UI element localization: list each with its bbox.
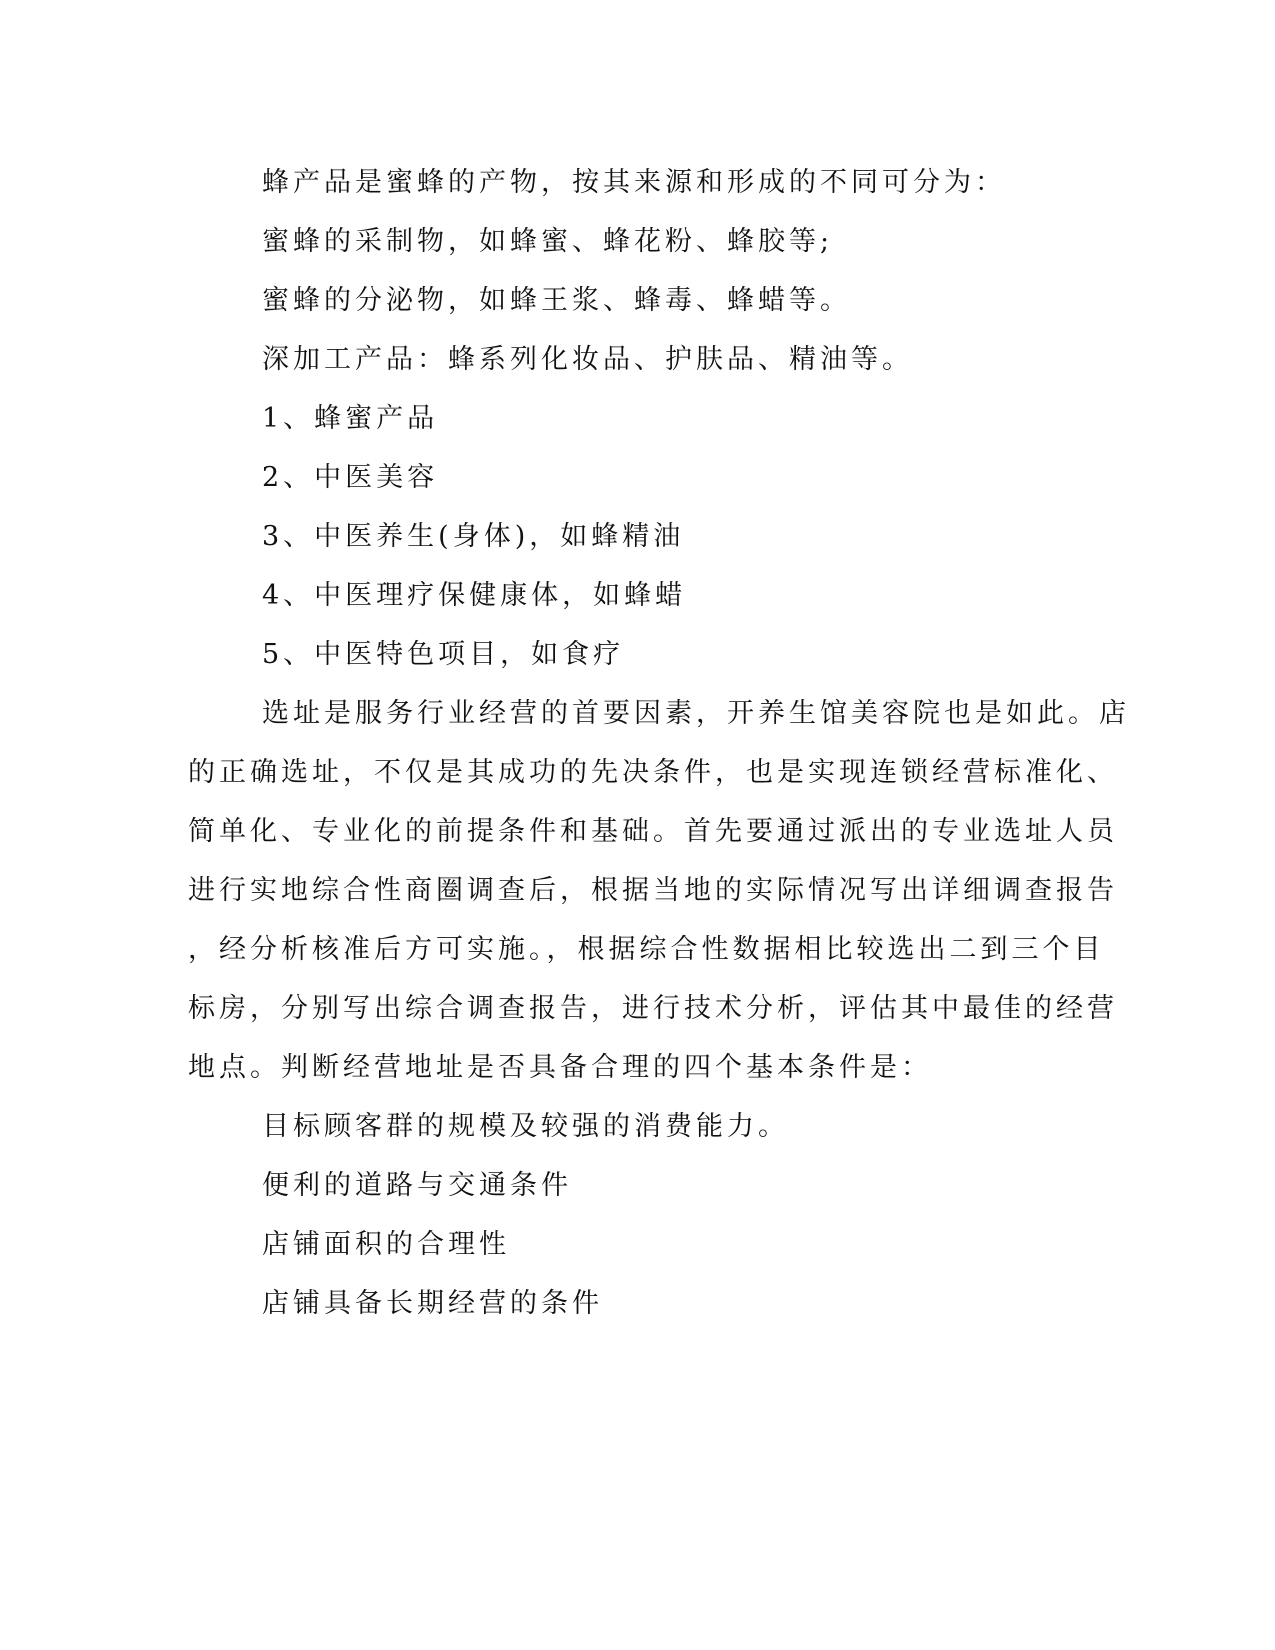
intro-line: 深加工产品：蜂系列化妆品、护肤品、精油等。 (262, 344, 913, 375)
paragraph-line: ，经分析核准后方可实施。，根据综合性数据相比较选出二到三个目 (188, 934, 1105, 965)
list-item: 2、中医美容 (262, 462, 439, 493)
paragraph-line: 进行实地综合性商圈调查后，根据当地的实际情况写出详细调查报告 (188, 875, 1118, 906)
paragraph-line: 选址是服务行业经营的首要因素，开养生馆美容院也是如此。店 (262, 698, 1130, 729)
paragraph-line: 标房，分别写出综合调查报告，进行技术分析，评估其中最佳的经营 (188, 993, 1118, 1024)
condition-item: 店铺具备长期经营的条件 (262, 1288, 603, 1319)
paragraph-line: 简单化、专业化的前提条件和基础。首先要通过派出的专业选址人员 (188, 816, 1118, 847)
list-item: 5、中医特色项目，如食疗 (262, 639, 625, 670)
condition-item: 便利的道路与交通条件 (262, 1170, 572, 1201)
intro-line: 蜜蜂的采制物，如蜂蜜、蜂花粉、蜂胶等; (262, 226, 834, 257)
condition-item: 目标顾客群的规模及较强的消费能力。 (262, 1111, 789, 1142)
list-item: 1、蜂蜜产品 (262, 403, 439, 434)
paragraph-line: 的正确选址，不仅是其成功的先决条件，也是实现连锁经营标准化、 (188, 757, 1118, 788)
condition-item: 店铺面积的合理性 (262, 1229, 510, 1260)
list-item: 3、中医养生(身体)，如蜂精油 (262, 521, 685, 552)
paragraph-line: 地点。判断经营地址是否具备合理的四个基本条件是： (188, 1052, 932, 1083)
list-item: 4、中医理疗保健康体，如蜂蜡 (262, 580, 687, 611)
intro-line: 蜂产品是蜜蜂的产物，按其来源和形成的不同可分为： (262, 167, 1006, 198)
intro-line: 蜜蜂的分泌物，如蜂王浆、蜂毒、蜂蜡等。 (262, 285, 851, 316)
